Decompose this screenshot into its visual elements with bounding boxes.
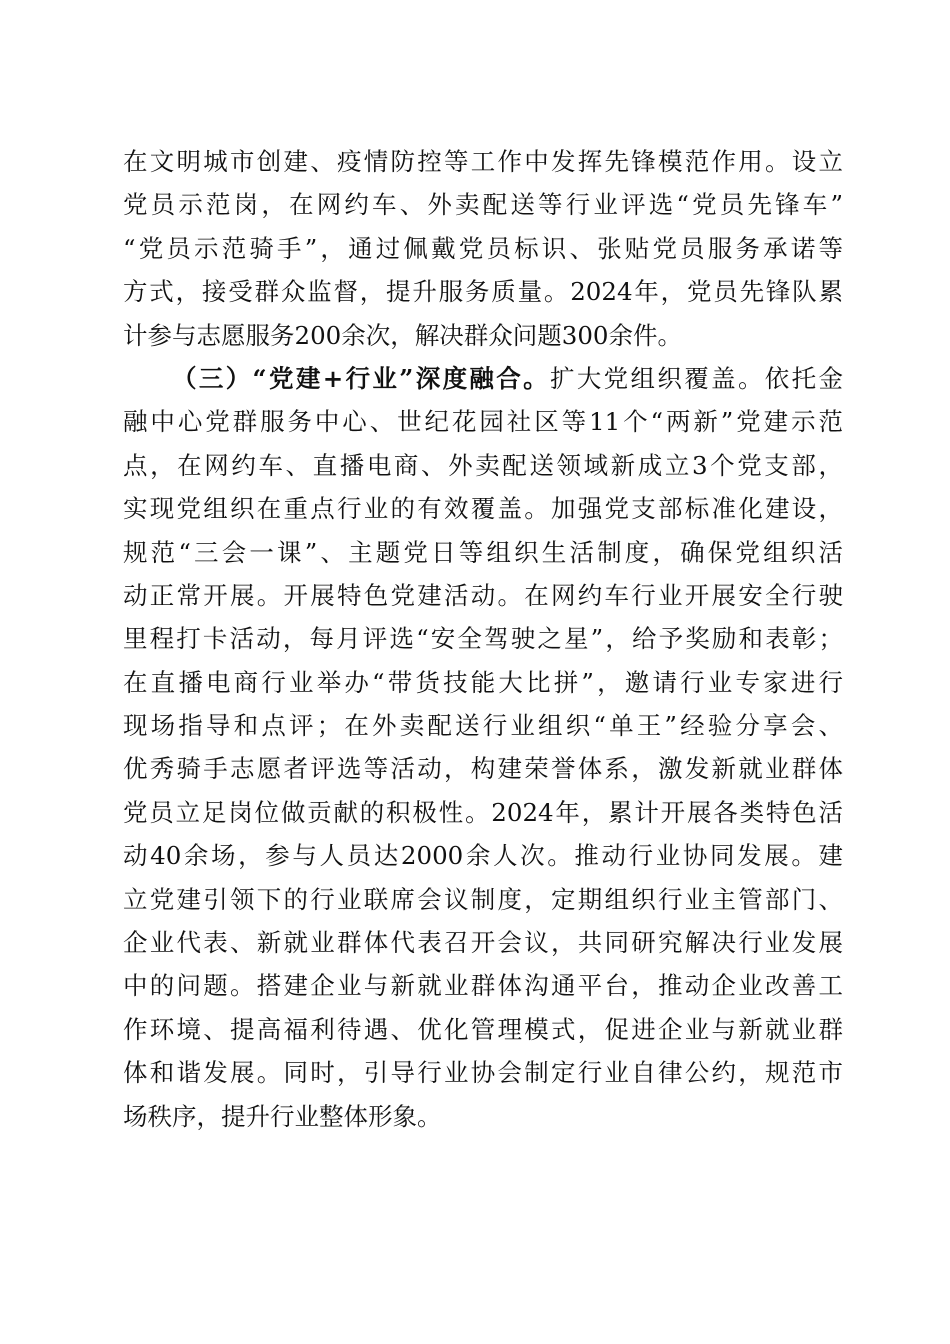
- text-fragment: 扩大党组织覆盖。依托金: [549, 363, 843, 393]
- text-line: 党员立足岗位做贡献的积极性。2024年，累计开展各类特色活: [123, 797, 843, 827]
- text-line: 里程打卡活动，每月评选“安全驾驶之星”，给予奖励和表彰；: [123, 624, 843, 654]
- text-line: 方式，接受群众监督，提升服务质量。2024年，党员先锋队累: [123, 277, 843, 307]
- section-heading: （三）“党建+行业”深度融合。: [172, 363, 550, 393]
- text-line: 在文明城市创建、疫情防控等工作中发挥先锋模范作用。设立: [123, 147, 843, 176]
- text-line: 优秀骑手志愿者评选等活动，构建荣誉体系，激发新就业群体: [123, 754, 843, 784]
- text-line: 动40余场，参与人员达2000余人次。推动行业协同发展。建: [123, 841, 843, 871]
- document-body: [123, 140, 843, 1138]
- text-line: 规范“三会一课”、主题党日等组织生活制度，确保党组织活: [123, 537, 843, 567]
- text-line: 作环境、提高福利待遇、优化管理模式，促进企业与新就业群: [123, 1014, 843, 1044]
- text-line: 实现党组织在重点行业的有效覆盖。加强党支部标准化建设，: [123, 494, 843, 524]
- paragraph-1: [123, 140, 843, 357]
- text-line: 中的问题。搭建企业与新就业群体沟通平台，推动企业改善工: [123, 971, 843, 1001]
- text-line: “党员示范骑手”，通过佩戴党员标识、张贴党员服务承诺等: [123, 233, 843, 263]
- text-line: 计参与志愿服务200余次，解决群众问题300余件。: [123, 320, 683, 350]
- text-line: 在直播电商行业举办“带货技能大比拼”，邀请行业专家进行: [123, 667, 843, 697]
- text-line: 动正常开展。开展特色党建活动。在网约车行业开展安全行驶: [123, 580, 843, 610]
- text-line: 企业代表、新就业群体代表召开会议，共同研究解决行业发展: [123, 928, 843, 958]
- text-line: 融中心党群服务中心、世纪花园社区等11个“两新”党建示范: [123, 407, 843, 437]
- paragraph-heading-line: [123, 357, 843, 400]
- text-line: 党员示范岗，在网约车、外卖配送等行业评选“党员先锋车”: [123, 190, 843, 220]
- text-line: 点，在网约车、直播电商、外卖配送领域新成立3个党支部，: [123, 450, 843, 480]
- text-line: 体和谐发展。同时，引导行业协会制定行业自律公约，规范市: [123, 1058, 843, 1088]
- text-line: 现场指导和点评；在外卖配送行业组织“单王”经验分享会、: [123, 711, 843, 741]
- text-line: 场秩序，提升行业整体形象。: [123, 1101, 442, 1131]
- text-line: 立党建引领下的行业联席会议制度，定期组织行业主管部门、: [123, 884, 843, 914]
- paragraph-2: [123, 357, 843, 1138]
